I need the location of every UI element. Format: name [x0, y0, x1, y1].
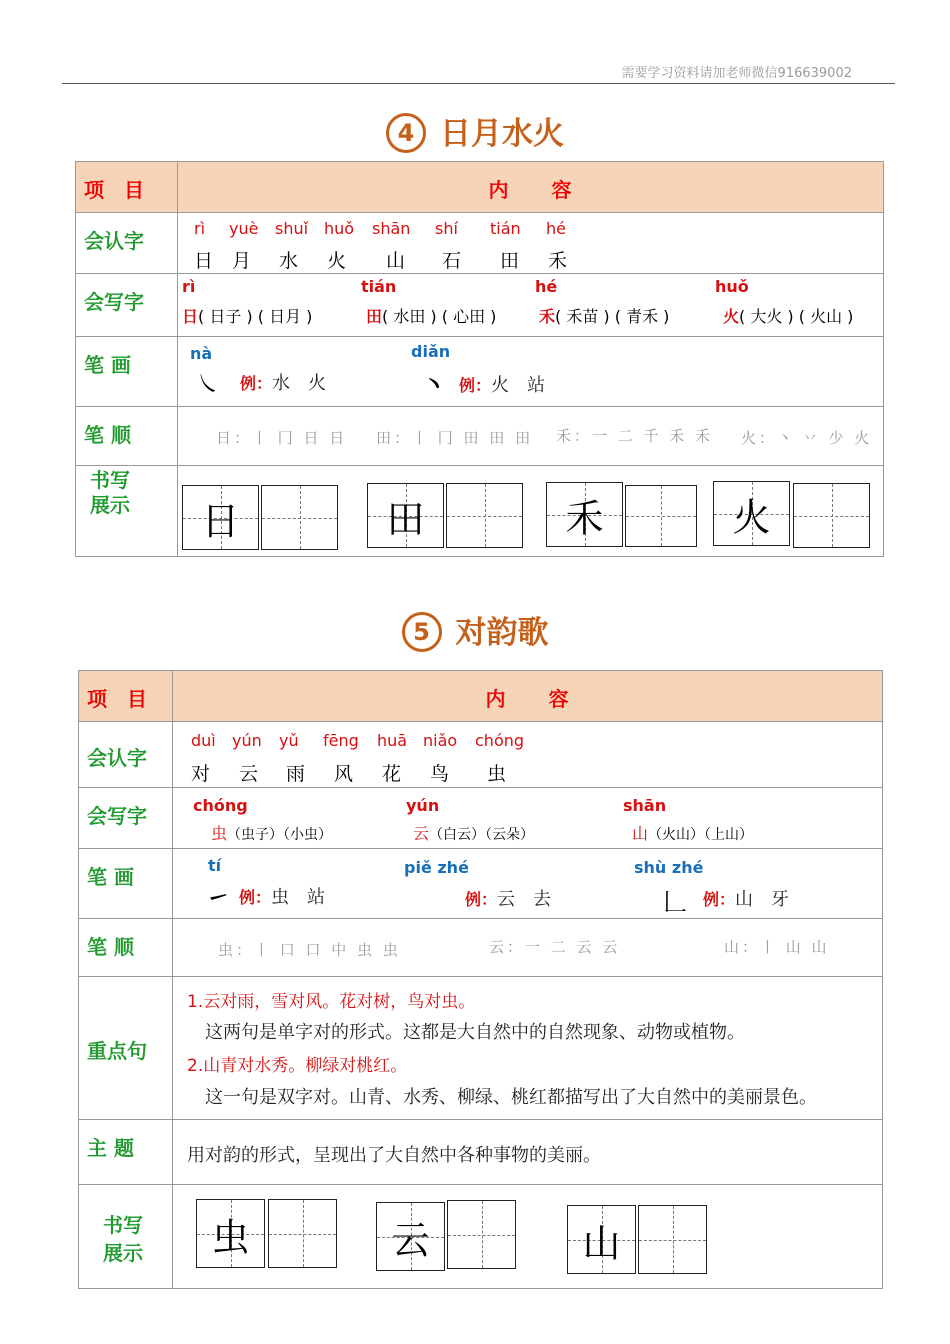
key-sentence: 1.云对雨，雪对风。花对树，鸟对虫。: [187, 992, 476, 1012]
hanzi: 对: [191, 763, 211, 785]
header-divider: [62, 83, 895, 84]
pinyin: hé: [546, 219, 566, 238]
pinyin: yún: [406, 796, 440, 815]
theme-text: 用对韵的形式，呈现出了大自然中各种事物的美丽。: [187, 1145, 601, 1166]
pinyin: shān: [623, 796, 667, 815]
pinyin: chóng: [193, 796, 248, 815]
stroke-order: 田：丨 冂 田 田 田: [376, 429, 534, 447]
write-word: 火( 大火 ) ( 火山 ): [723, 307, 854, 326]
writing-char: 山: [582, 1221, 621, 1265]
lesson4-bishun-row: [76, 407, 884, 466]
pinyin: shí: [435, 219, 458, 238]
lesson4-renshi-row: [76, 213, 884, 274]
writing-char: 禾: [565, 496, 604, 540]
row-label-bishun: 笔 顺: [84, 423, 131, 447]
stroke-example: 例：山 牙: [703, 889, 790, 910]
stroke-order: 火：丶 丷 少 火: [741, 429, 873, 447]
stroke-name: diǎn: [411, 342, 451, 361]
pinyin: tián: [361, 277, 397, 296]
hanzi: 田: [500, 250, 520, 272]
lesson5-table: [78, 670, 883, 1289]
stroke-name: piě zhé: [404, 858, 469, 877]
lesson5-zhuti-row: [79, 1120, 883, 1185]
pinyin: tián: [490, 219, 521, 238]
hanzi: 虫: [487, 763, 507, 785]
writing-grid: [446, 483, 523, 548]
stroke-order: 虫：丨 口 口 中 虫 虫: [218, 941, 401, 959]
stroke-order: 山：丨 山 山: [724, 938, 830, 956]
col-content-label: 内 容: [488, 178, 573, 202]
hanzi: 水: [279, 250, 299, 272]
key-sentence: 2.山青对水秀。柳绿对桃红。: [187, 1056, 408, 1076]
stroke-example: 例：火 站: [459, 375, 546, 396]
lesson4-number: 4: [386, 113, 426, 153]
stroke-icon: 丶: [422, 371, 446, 399]
lesson4-shuxie-row: [76, 466, 884, 557]
lesson4-header-row: [76, 162, 884, 213]
writing-grid: [367, 483, 444, 548]
hanzi: 雨: [286, 763, 306, 785]
stroke-icon: ㇏: [196, 370, 220, 398]
stroke-example: 例：虫 站: [239, 887, 326, 908]
row-label-bihua: 笔 画: [84, 353, 131, 377]
row-label-bihua: 笔 画: [87, 865, 134, 889]
hanzi: 石: [442, 250, 462, 272]
writing-grid: [567, 1205, 636, 1274]
hanzi: 月: [232, 250, 252, 272]
col-content-label: 内 容: [485, 687, 570, 711]
writing-char: 火: [732, 495, 771, 539]
pinyin: shuǐ: [275, 219, 309, 238]
stroke-name: nà: [190, 344, 213, 363]
hanzi: 禾: [548, 250, 568, 272]
row-label-xiezi: 会写字: [87, 804, 147, 828]
pinyin: niǎo: [423, 731, 458, 750]
hanzi: 火: [327, 250, 347, 272]
hanzi: 山: [386, 250, 406, 272]
lesson5-header-row: [79, 671, 883, 722]
lesson5-xiezi-row: [79, 788, 883, 849]
lesson4-title-text: 日月水火: [440, 116, 564, 152]
stroke-order: 禾：一 二 千 禾 禾: [556, 427, 714, 445]
row-label-xiezi: 会写字: [84, 290, 144, 314]
lesson5-bishun-row: [79, 919, 883, 977]
hanzi: 花: [382, 763, 402, 785]
write-word: 虫（虫子）（小虫）: [211, 824, 333, 843]
writing-char: 日: [201, 499, 240, 543]
pinyin: huā: [377, 731, 408, 750]
hanzi: 日: [194, 250, 214, 272]
lesson5-shuxie-row: [79, 1185, 883, 1289]
row-label-shuxie: 书写 展示: [103, 1213, 143, 1265]
stroke-example: 例：云 去: [465, 889, 552, 910]
write-word: 山（火山）（上山）: [632, 824, 754, 843]
writing-grid: [638, 1205, 707, 1274]
writing-grid: [182, 485, 259, 550]
lesson5-zhongdian-row: [79, 977, 883, 1120]
row-label-zhuti: 主 题: [87, 1136, 134, 1160]
lesson5-bihua-row: [79, 849, 883, 919]
lesson4-table: [75, 161, 884, 557]
writing-grid: [261, 485, 338, 550]
col-item-label: 项 目: [84, 178, 144, 202]
stroke-icon: 𠃊: [663, 888, 687, 916]
row-label-shuxie: 书写 展示: [90, 468, 130, 517]
stroke-order: 日：丨 冂 日 日: [216, 429, 348, 447]
writing-char: 虫: [211, 1215, 250, 1259]
stroke-example: 例：水 火: [240, 373, 327, 394]
lesson4-xiezi-row: [76, 274, 884, 337]
write-word: 田( 水田 ) ( 心田 ): [366, 307, 497, 326]
row-label-renshi: 会认字: [87, 746, 147, 770]
stroke-name: shù zhé: [634, 858, 704, 877]
pinyin: rì: [194, 219, 206, 238]
writing-grid: [268, 1199, 337, 1268]
pinyin: shān: [372, 219, 411, 238]
hanzi: 鸟: [430, 763, 450, 785]
pinyin: huǒ: [715, 277, 749, 296]
row-label-renshi: 会认字: [84, 229, 144, 253]
pinyin: yún: [232, 731, 262, 750]
pinyin: hé: [535, 277, 558, 296]
writing-grid: [196, 1199, 265, 1268]
lesson4-bihua-row: [76, 337, 884, 407]
write-word: 禾( 禾苗 ) ( 青禾 ): [539, 307, 670, 326]
lesson5-number: 5: [402, 612, 442, 652]
hanzi: 风: [334, 763, 354, 785]
lesson5-title-text: 对韵歌: [455, 615, 549, 651]
key-sentence-note: 这两句是单字对的形式。这都是大自然中的自然现象、动物或植物。: [205, 1022, 745, 1043]
writing-grid: [447, 1200, 516, 1269]
writing-grid: [713, 481, 790, 546]
col-item-label: 项 目: [87, 687, 147, 711]
lesson4-title: [0, 108, 950, 156]
stroke-name: tí: [208, 856, 222, 875]
header-note: 需要学习资料请加老师微信916639002: [621, 66, 852, 81]
writing-char: 田: [386, 497, 425, 541]
hanzi: 云: [239, 763, 259, 785]
row-label-bishun: 笔 顺: [87, 935, 134, 959]
pinyin: rì: [182, 277, 196, 296]
write-word: 云（白云）（云朵）: [413, 824, 535, 843]
stroke-icon: ㇀: [206, 884, 230, 912]
key-sentence-note: 这一句是双字对。山青、水秀、柳绿、桃红都描写出了大自然中的美丽景色。: [205, 1087, 817, 1108]
pinyin: fēng: [323, 731, 359, 750]
pinyin: yǔ: [279, 731, 299, 750]
writing-grid: [625, 485, 697, 547]
stroke-order: 云：一 二 云 云: [489, 938, 621, 956]
pinyin: duì: [191, 731, 216, 750]
pinyin: chóng: [475, 731, 525, 750]
pinyin: huǒ: [324, 219, 355, 238]
write-word: 日( 日子 ) ( 日月 ): [182, 307, 313, 326]
lesson5-title: [0, 607, 950, 655]
writing-grid: [793, 483, 870, 548]
writing-grid: [546, 482, 623, 547]
writing-grid: [376, 1202, 445, 1271]
writing-char: 云: [391, 1218, 430, 1262]
row-label-zhongdian: 重点句: [87, 1039, 147, 1063]
pinyin: yuè: [229, 219, 259, 238]
lesson5-renshi-row: [79, 722, 883, 788]
